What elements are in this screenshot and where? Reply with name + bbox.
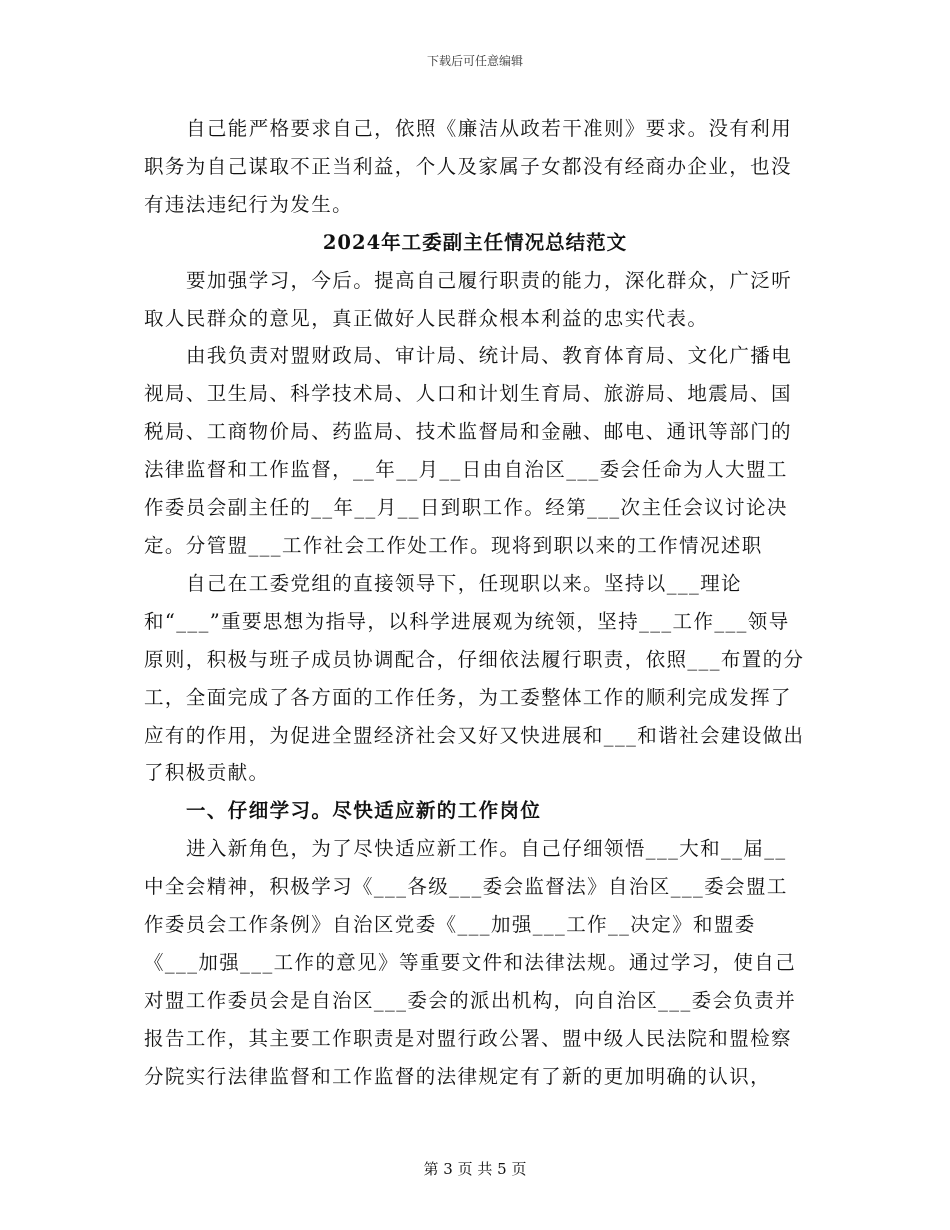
page-footer: 第 3 页 共 5 页 <box>423 1160 527 1178</box>
paragraph-study: 要加强学习，今后。提高自己履行职责的能力，深化群众，广泛听取人民群众的意见，真正做好人民群众根本利益的忠实代表。 <box>144 268 793 330</box>
paragraph-leadership: 自己在工委党组的直接领导下，任现职以来。坚持以___理论和“___”重要思想为指导，以科学进展观为统领，坚持___工作___领导原则，积极与班子成员协调配合，仔细依法履行职责，依照___布置的分工，全面完成了各方面的工作任务，为工委整体工作的顺利完成发挥了应有的作用，为促进全盟经济社会又好又快进展和___和谐社会建设做出了积极贡献。 <box>144 571 805 785</box>
paragraph-integrity: 自己能严格要求自己，依照《廉洁从政若干准则》要求。没有利用职务为自己谋取不正当利益，个人及家属子女都没有经商办企业，也没有违法违纪行为发生。 <box>144 117 793 216</box>
section-heading-1: 一、仔细学习。尽快适应新的工作岗位 <box>186 799 542 823</box>
document-title: 2024年工委副主任情况总结范文 <box>322 230 628 254</box>
paragraph-learning: 进入新角色，为了尽快适应新工作。自己仔细领悟___大和__届__中全会精神，积极学习《___各级___委会监督法》自治区___委会盟工作委员会工作条例》自治区党委《___加强___工作__决定》和盟委《___加强___工作的意见》等重要文件和法律法规。通过学习，使自己对盟工作委员会是自治区___委会的派出机构，向自治区___委会负责并报告工作，其主要工作职责是对盟行政公署、盟中级人民法院和盟检察分院实行法律监督和工作监督的法律规定有了新的更加明确的认识， <box>144 837 797 1088</box>
document-body <box>144 110 806 1096</box>
paragraph-responsibilities: 由我负责对盟财政局、审计局、统计局、教育体育局、文化广播电视局、卫生局、科学技术局、人口和计划生育局、旅游局、地震局、国税局、工商物价局、药监局、技术监督局和金融、邮电、通讯等部门的法律监督和工作监督，__年__月__日由自治区___委会任命为人大盟工作委员会副主任的__年__月__日到职工作。经第___次主任会议讨论决定。分管盟___工作社会工作处工作。现将到职以来的工作情况述职 <box>144 344 793 557</box>
page-header: 下载后可任意编辑 <box>426 54 523 68</box>
